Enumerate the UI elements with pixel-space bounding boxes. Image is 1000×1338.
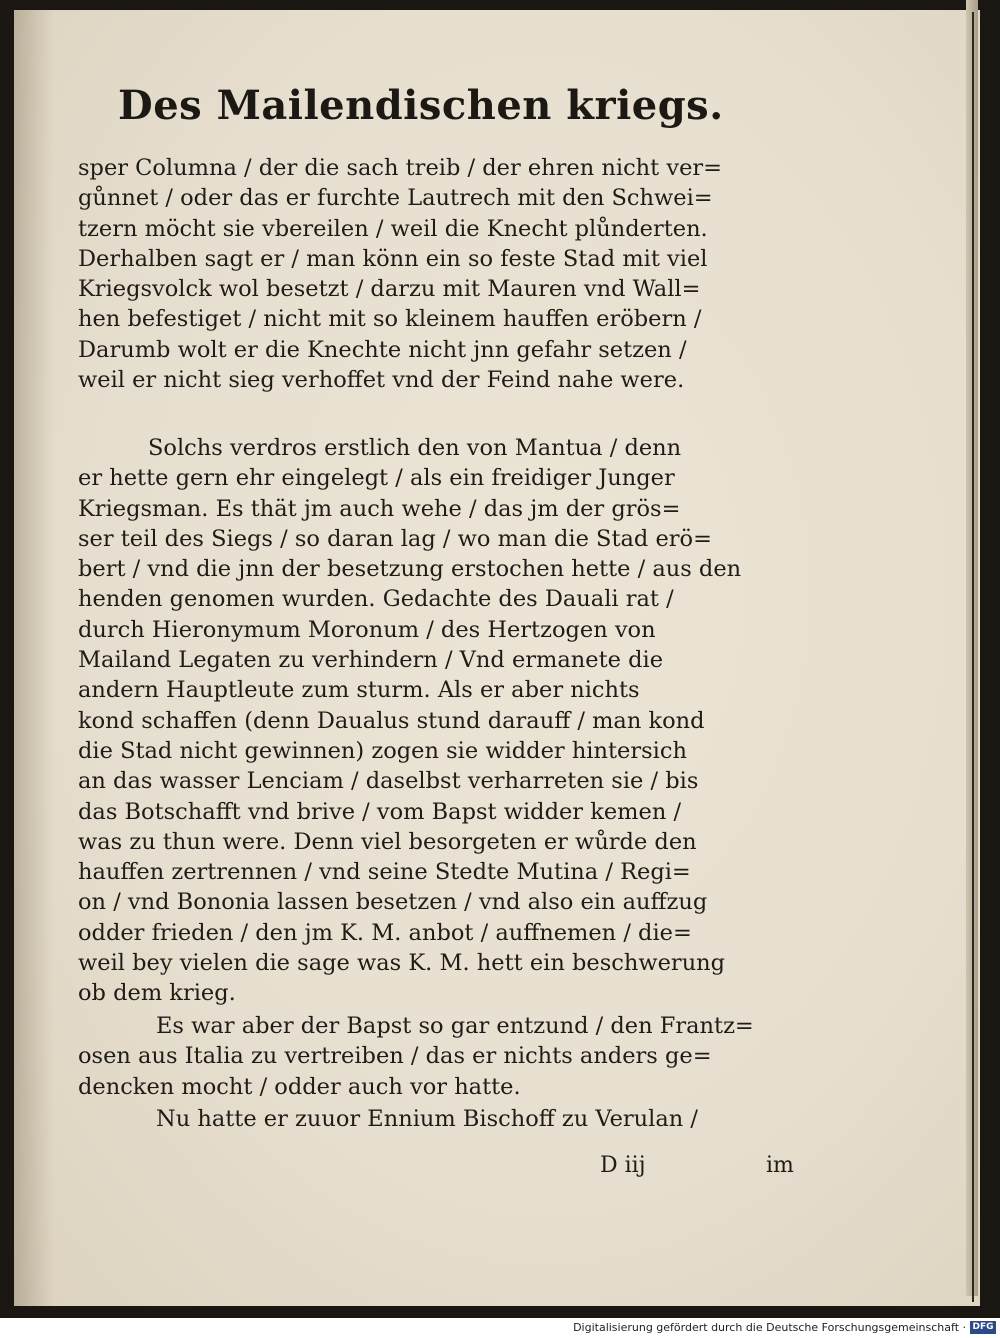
text-line: gůnnet / oder das er furchte Lautrech mit den Schwei=	[78, 185, 713, 212]
text-line: durch Hieronymum Moronum / des Hertzogen von	[78, 616, 656, 643]
dfg-logo: DFG	[970, 1321, 996, 1334]
text-line: hen befestiget / nicht mit so kleinem hauffen eröbern /	[78, 306, 702, 333]
text-line: dencken mocht / odder auch vor hatte.	[78, 1073, 521, 1100]
text-line: an das wasser Lenciam / daselbst verharreten sie / bis	[78, 768, 699, 795]
text-line: Mailand Legaten zu verhindern / Vnd ermanete die	[78, 647, 664, 674]
text-line: ser teil des Siegs / so daran lag / wo man die Stad erö=	[78, 525, 712, 552]
footer-bar	[0, 1318, 1000, 1338]
text-line: andern Hauptleute zum sturm. Als er aber nichts	[78, 677, 640, 704]
text-line: kond schaffen (denn Daualus stund darauff / man kond	[78, 707, 705, 734]
text-line: tzern möcht sie vbereilen / weil die Knecht plůnderten.	[78, 215, 708, 242]
catchword: im	[766, 1153, 794, 1178]
text-line: was zu thun were. Denn viel besorgeten er wůrde den	[78, 828, 697, 855]
text-line: on / vnd Bononia lassen besetzen / vnd also ein auffzug	[78, 889, 708, 916]
paragraph-2	[78, 433, 808, 1009]
text-line: bert / vnd die jnn der besetzung erstochen hette / aus den	[78, 556, 742, 583]
text-line: osen aus Italia zu vertreiben / das er nichts anders ge=	[78, 1043, 712, 1070]
text-line: Es war aber der Bapst so gar entzund / den Frantz=	[156, 1013, 754, 1039]
paragraph-4	[78, 1104, 808, 1134]
text-line: weil er nicht sieg verhoffet vnd der Feind nahe were.	[78, 367, 685, 394]
text-line: Darumb wolt er die Knechte nicht jnn gefahr setzen /	[78, 336, 687, 363]
text-line: Solchs verdros erstlich den von Mantua / denn	[148, 435, 682, 461]
paragraph-1	[78, 153, 808, 395]
text-line: henden genomen wurden. Gedachte des Dauali rat /	[78, 586, 674, 613]
page-edge-line	[972, 12, 974, 1302]
text-line: er hette gern ehr eingelegt / als ein freidiger Junger	[78, 465, 675, 492]
book-page	[14, 10, 980, 1306]
funding-credit: Digitalisierung gefördert durch die Deutsche Forschungsgemeinschaft ·	[573, 1321, 966, 1334]
gutter-shadow	[14, 10, 54, 1306]
text-line: die Stad nicht gewinnen) zogen sie widder hintersich	[78, 737, 687, 764]
text-line: odder frieden / den jm K. M. anbot / auffnemen / die=	[78, 919, 692, 946]
text-line: Kriegsvolck wol besetzt / darzu mit Mauren vnd Wall=	[78, 276, 701, 303]
running-title: Des Mailendischen kriegs.	[118, 82, 724, 129]
signature-mark: D iij	[600, 1153, 646, 1178]
text-line: Kriegsman. Es thät jm auch wehe / das jm der grös=	[78, 495, 681, 522]
text-line: hauffen zertrennen / vnd seine Stedte Mutina / Regi=	[78, 859, 691, 886]
text-line: Nu hatte er zuuor Ennium Bischoff zu Verulan /	[156, 1106, 699, 1132]
text-line: sper Columna / der die sach treib / der ehren nicht ver=	[78, 155, 722, 181]
text-line: Derhalben sagt er / man könn ein so feste Stad mit viel	[78, 245, 708, 272]
text-line: weil bey vielen die sage was K. M. hett ein beschwerung	[78, 950, 726, 977]
text-line: ob dem krieg.	[78, 980, 236, 1007]
text-line: das Botschafft vnd brive / vom Bapst widder kemen /	[78, 798, 682, 825]
paragraph-3	[78, 1011, 808, 1102]
